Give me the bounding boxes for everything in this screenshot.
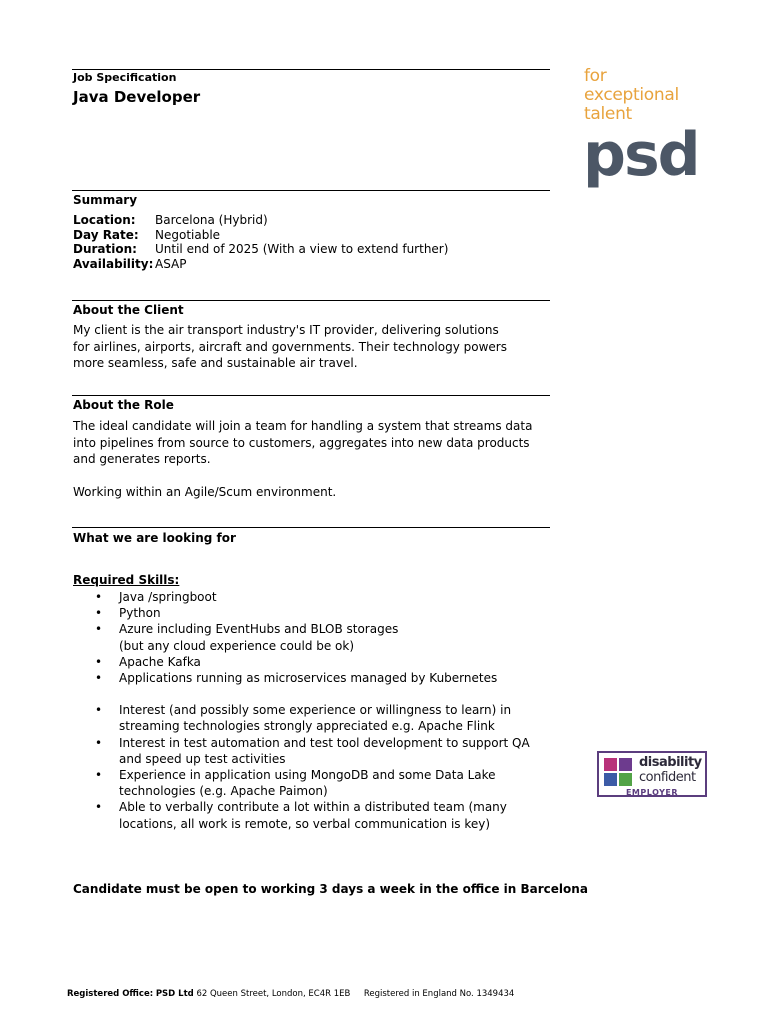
summary-row (73, 213, 448, 228)
disability-confident-icon (604, 758, 634, 788)
summary-value: Until end of 2025 (With a view to extend further) (155, 242, 449, 256)
skill-text: Python (119, 606, 161, 621)
summary-key: Day Rate: (73, 227, 139, 242)
summary-key: Duration: (73, 242, 137, 256)
skill-text: Azure including EventHubs and BLOB storages (119, 622, 399, 637)
job-title: Java Developer (73, 88, 201, 106)
looking-heading: What we are looking for (73, 531, 236, 545)
client-rule (72, 300, 550, 301)
psd-logo-wordmark: psd (583, 120, 699, 190)
summary-row (73, 242, 448, 257)
psd-logo-tagline (584, 67, 679, 124)
disability-confident-badge (597, 751, 707, 797)
summary-rule (72, 190, 550, 191)
skill-text: Interest (and possibly some experience or willingness to learn) in streaming technologies strongly appreciated e.g. Apache Flink (119, 703, 512, 734)
summary-heading: Summary (73, 193, 138, 207)
skill-text: Interest in test automation and test tool development to support QA and speed up test activities (119, 735, 530, 766)
skill-note: (but any cloud experience could be ok) (119, 638, 355, 653)
skill-text: Able to verbally contribute a lot within a distributed team (many locations, all work is remote, so verbal communication is key) (119, 800, 507, 831)
client-heading: About the Client (73, 303, 184, 317)
registered-office-footer (67, 989, 514, 999)
skill-item (73, 621, 549, 653)
skill-item (73, 654, 549, 670)
skill-text: Java /springboot (119, 590, 217, 604)
summary-row (73, 257, 448, 272)
header-top-rule (72, 69, 550, 70)
office-requirement: Candidate must be open to working 3 days a week in the office in Barcelona (73, 882, 588, 896)
tagline-line: talent (584, 104, 632, 124)
skill-item (73, 589, 549, 605)
summary-value: Negotiable (155, 227, 221, 242)
doc-type-label: Job Specification (73, 71, 177, 84)
summary-row (73, 228, 448, 243)
skill-item (73, 767, 549, 799)
tagline-line: for (584, 66, 607, 86)
badge-line3: EMPLOYER (625, 788, 679, 797)
summary-key: Availability: (73, 256, 154, 271)
role-body: The ideal candidate will join a team for handling a system that streams data into pipelines from source to customers, aggregates into new data products and generates reports. (73, 419, 533, 466)
skill-item (73, 670, 549, 686)
skill-item (73, 799, 549, 831)
badge-line2: confident (639, 770, 696, 785)
tagline-line: exceptional (584, 85, 679, 105)
footer-label: Registered Office: (67, 989, 154, 999)
role-methodology: Working within an Agile/Scum environment. (73, 485, 337, 499)
list-spacer (73, 686, 549, 702)
footer-company: PSD Ltd (155, 989, 194, 999)
skill-text: Experience in application using MongoDB and some Data Lake technologies (e.g. Apache Paimon) (119, 768, 496, 799)
summary-value: ASAP (155, 256, 187, 271)
required-skills-label: Required Skills: (73, 573, 180, 587)
skill-item (73, 702, 549, 734)
role-heading: About the Role (73, 398, 174, 412)
summary-key: Location: (73, 213, 136, 227)
skill-item (73, 605, 549, 621)
role-rule (72, 395, 550, 396)
required-skills-list (73, 589, 549, 832)
footer-registration: Registered in England No. 1349434 (363, 989, 515, 999)
looking-rule (72, 527, 550, 528)
summary-value: Barcelona (Hybrid) (155, 213, 268, 227)
skill-text: Apache Kafka (119, 654, 201, 669)
skill-text: Applications running as microservices managed by Kubernetes (119, 671, 498, 686)
summary-details (73, 213, 448, 271)
skill-item (73, 735, 549, 767)
footer-address: 62 Queen Street, London, EC4R 1EB (196, 989, 351, 999)
client-body: My client is the air transport industry's IT provider, delivering solutions for airlines, airports, aircraft and governments. Their technology powers more seamless, safe and sustainable air travel. (73, 323, 507, 370)
badge-line1: disability (639, 755, 702, 770)
